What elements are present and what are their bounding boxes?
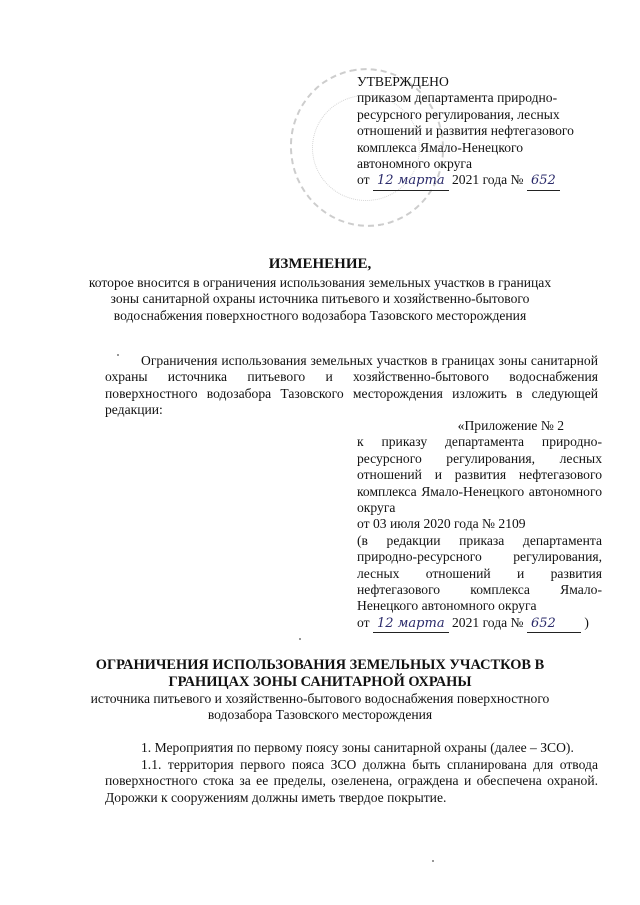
appendix-line: (в редакции приказа департамента природно-ресурсного регулирования, лесных отношений и развития нефтегазового комплекса Ямало-Ненецкого автономного округа <box>357 532 602 614</box>
appendix-line: от 03 июля 2020 года № 2109 <box>357 516 526 532</box>
list-item: 1. Мероприятия по первому поясу зоны санитарной охраны (далее – ЗСО). <box>141 740 574 755</box>
approval-block <box>357 74 602 191</box>
section-subtitle: источника питьевого и хозяйственно-бытового водоснабжения поверхностного водозабора Тазовского месторождения <box>90 691 550 723</box>
list-item: 1.1. территория первого пояса ЗСО должна быть спланирована для отвода поверхностного стока за ее пределы, озеленена, ограждена и обеспечена охраной. Дорожки к сооружениям должны иметь твердое покрытие. <box>105 757 598 805</box>
document-title: ИЗМЕНЕНИЕ, <box>268 256 372 272</box>
appendix-heading: «Приложение № 2 <box>457 418 564 433</box>
approval-line: ресурсного регулирования, лесных <box>357 106 560 122</box>
handwritten-date: 12 марта <box>373 616 449 633</box>
approval-date: от 12 марта 2021 года № 652 <box>357 172 602 190</box>
scan-speck <box>117 354 119 356</box>
appendix-line: к приказу департамента природно-ресурсного регулирования, лесных отношений и развития нефтегазового комплекса Ямало-Ненецкого автономного округа <box>357 434 602 516</box>
appendix-date: от 12 марта 2021 года № 652 ) <box>357 615 602 633</box>
handwritten-number: 652 <box>527 616 581 633</box>
approval-line: отношений и развития нефтегазового <box>357 123 574 139</box>
document-subtitle: которое вносится в ограничения использования земельных участков в границах зоны санитарной охраны источника питьевого и хозяйственно-бытового водоснабжения поверхностного водозабора Тазовского месторождения <box>88 275 552 323</box>
approval-heading: УТВЕРЖДЕНО <box>357 74 449 89</box>
scan-speck <box>432 860 434 862</box>
section-title: ОГРАНИЧЕНИЯ ИСПОЛЬЗОВАНИЯ ЗЕМЕЛЬНЫХ УЧАСТКОВ В ГРАНИЦАХ ЗОНЫ САНИТАРНОЙ ОХРАНЫ <box>95 657 545 690</box>
approval-line: автономного округа <box>357 156 473 172</box>
intro-paragraph: Ограничения использования земельных участков в границах зоны санитарной охраны источника питьевого и хозяйственно-бытового водоснабжения поверхностного водозабора Тазовского месторождения изложить в следующей редакции: <box>105 353 598 418</box>
handwritten-date: 12 марта <box>373 173 449 190</box>
appendix-block <box>357 418 602 633</box>
approval-line: приказом департамента природно- <box>357 90 558 106</box>
handwritten-number: 652 <box>527 173 560 190</box>
scan-speck <box>299 638 301 640</box>
approval-line: комплекса Ямало-Ненецкого <box>357 139 524 155</box>
